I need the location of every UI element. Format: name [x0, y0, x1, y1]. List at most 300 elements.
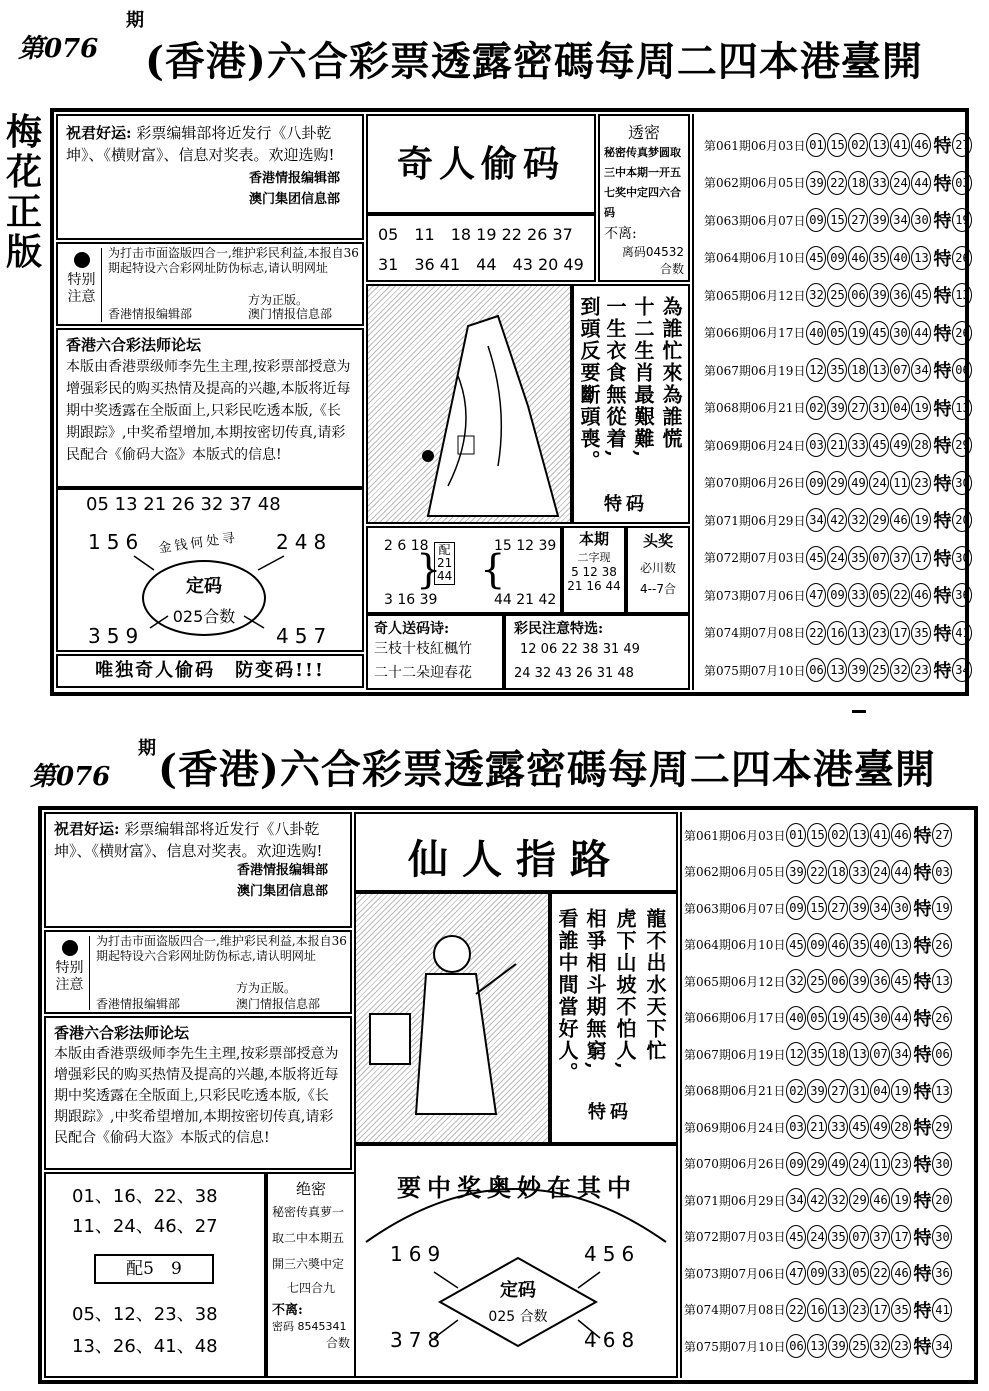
history-number: 28	[891, 1115, 911, 1139]
history-number: 24	[869, 471, 889, 495]
history-special-number: 30	[952, 546, 972, 570]
history-number: 40	[806, 321, 826, 345]
history-number: 22	[806, 621, 826, 645]
history-te-label: 特	[913, 1264, 932, 1285]
history-special-number: 06	[932, 1042, 952, 1066]
history-te-label: 特	[913, 1045, 932, 1066]
history-te-label: 特	[913, 1081, 932, 1103]
history-number: 22	[890, 583, 910, 607]
history-row	[684, 966, 953, 996]
history-row	[704, 355, 973, 385]
history-number: 09	[806, 208, 826, 232]
history-number: 19	[828, 1006, 848, 1030]
history-number: 13	[807, 1334, 827, 1358]
history-issue: 第069期06月24日	[684, 1120, 786, 1135]
history-special-number: 13	[932, 1079, 952, 1103]
history-number: 45	[869, 433, 889, 457]
history-number: 47	[806, 583, 826, 607]
history-number: 17	[891, 1225, 911, 1249]
history-number: 49	[848, 471, 868, 495]
sage-sketch	[356, 894, 548, 1142]
history-te-label: 特	[933, 436, 952, 457]
upper-notice: 特别注意 为打击市面盗版四合一,维护彩民利益,本报自36期起特设六合彩网址防伪标志,请认明网址 方为正版。 香港情报编辑部 澳门情报信息部	[56, 242, 364, 326]
history-number: 39	[869, 283, 889, 307]
history-number: 49	[870, 1115, 890, 1139]
upper-wheel-arrows	[58, 490, 362, 650]
qiren-title-box: 奇人偷码	[366, 114, 596, 214]
history-number: 09	[807, 933, 827, 957]
history-number: 46	[890, 508, 910, 532]
history-te-label: 特	[933, 173, 952, 195]
history-issue: 第072期07月03日	[704, 551, 806, 565]
history-row	[704, 543, 973, 573]
history-number: 45	[891, 969, 911, 993]
bracket-block: 2 6 18 3 16 39 配 21 44 } { 15 12 39 44 21 42	[366, 526, 562, 614]
history-te-label: 特	[933, 211, 952, 232]
history-number: 46	[891, 823, 911, 847]
history-number: 32	[828, 1188, 848, 1212]
history-number: 45	[806, 546, 826, 570]
history-number: 35	[807, 1042, 827, 1066]
history-number: 39	[869, 208, 889, 232]
history-row	[684, 930, 953, 960]
history-te-label: 特	[933, 548, 952, 570]
history-number: 19	[891, 1188, 911, 1212]
history-number: 42	[807, 1188, 827, 1212]
history-row	[704, 318, 973, 348]
history-issue: 第061期06月03日	[684, 828, 786, 843]
history-number: 39	[786, 860, 806, 884]
history-number: 17	[911, 546, 931, 570]
history-issue: 第070期06月26日	[684, 1157, 786, 1171]
history-number: 33	[848, 583, 868, 607]
history-number: 34	[786, 1188, 806, 1212]
juemi-box: 绝密 秘密传真萝一 取二中本期五 開三六奬中定 七四合九 不离: 密码 8545341 合数	[266, 1172, 356, 1378]
history-te-label: 特	[913, 1008, 932, 1030]
history-number: 32	[890, 658, 910, 682]
history-number: 06	[806, 658, 826, 682]
history-special-number: 30	[932, 1152, 952, 1176]
history-number: 27	[848, 208, 868, 232]
history-number: 49	[890, 433, 910, 457]
history-issue: 第071期06月29日	[684, 1193, 786, 1208]
history-number: 23	[911, 658, 931, 682]
history-number: 19	[891, 1079, 911, 1103]
history-number: 42	[827, 508, 847, 532]
history-number: 34	[891, 1042, 911, 1066]
history-special-number: 30	[952, 471, 972, 495]
history-row	[704, 243, 973, 273]
lower-title: (香港)六合彩票透露密碼每周二四本港臺開	[158, 746, 936, 793]
history-number: 09	[806, 471, 826, 495]
history-te-label: 特	[913, 935, 932, 957]
upper-title: (香港)六合彩票透露密碼每周二四本港臺開	[145, 38, 923, 85]
history-number: 45	[849, 1115, 869, 1139]
history-number: 45	[786, 933, 806, 957]
history-number: 31	[869, 396, 889, 420]
history-number: 39	[827, 396, 847, 420]
history-special-number: 41	[952, 621, 972, 645]
history-number: 32	[786, 969, 806, 993]
history-number: 05	[827, 321, 847, 345]
history-number: 17	[890, 621, 910, 645]
history-row	[684, 857, 953, 887]
history-number: 27	[828, 1079, 848, 1103]
history-te-label: 特	[913, 972, 932, 993]
history-number: 06	[848, 283, 868, 307]
history-number: 28	[911, 433, 931, 457]
history-number: 22	[807, 860, 827, 884]
history-special-number: 26	[952, 246, 972, 270]
history-number: 41	[870, 823, 890, 847]
history-issue: 第072期07月03日	[684, 1230, 786, 1244]
toujiang-box: 头奖 必川数 4--7合	[626, 526, 690, 614]
history-te-label: 特	[913, 1191, 932, 1212]
history-number: 44	[891, 860, 911, 884]
history-issue: 第061期06月03日	[704, 138, 806, 153]
history-number: 23	[869, 621, 889, 645]
history-special-number: 36	[952, 583, 972, 607]
upper-history-table	[692, 114, 970, 690]
history-issue: 第067期06月19日	[704, 363, 806, 378]
history-number: 23	[911, 471, 931, 495]
history-number: 13	[828, 1298, 848, 1322]
history-number: 13	[869, 133, 889, 157]
history-te-label: 特	[933, 361, 952, 382]
history-number: 05	[849, 1261, 869, 1285]
history-number: 13	[869, 358, 889, 382]
history-number: 44	[891, 1006, 911, 1030]
history-number: 16	[827, 621, 847, 645]
history-number: 24	[807, 1225, 827, 1249]
history-issue: 第071期06月29日	[704, 513, 806, 528]
history-row	[684, 1222, 953, 1252]
lower-qi: 期	[138, 738, 156, 759]
history-number: 39	[806, 171, 826, 195]
history-number: 46	[911, 583, 931, 607]
history-number: 37	[890, 546, 910, 570]
history-special-number: 29	[952, 433, 972, 457]
history-issue: 第070期06月26日	[704, 476, 806, 490]
history-number: 39	[849, 896, 869, 920]
history-number: 40	[890, 246, 910, 270]
history-number: 30	[911, 208, 931, 232]
history-number: 46	[848, 246, 868, 270]
history-te-label: 特	[913, 1337, 932, 1358]
history-number: 35	[869, 246, 889, 270]
history-row	[704, 468, 973, 498]
history-number: 40	[786, 1006, 806, 1030]
history-issue: 第062期06月05日	[704, 176, 806, 190]
history-number: 21	[827, 433, 847, 457]
history-number: 30	[891, 896, 911, 920]
history-te-label: 特	[933, 248, 952, 270]
history-te-label: 特	[933, 511, 952, 532]
history-number: 45	[849, 1006, 869, 1030]
history-row	[704, 580, 973, 610]
history-number: 23	[849, 1298, 869, 1322]
history-number: 06	[828, 969, 848, 993]
history-row	[704, 130, 973, 160]
history-issue: 第069期06月24日	[704, 438, 806, 453]
benqi-box: 本期 二字现 5 12 38 21 16 44	[562, 526, 626, 614]
history-number: 12	[806, 358, 826, 382]
separator-dash	[852, 710, 866, 713]
history-row	[684, 1295, 953, 1325]
history-number: 13	[848, 621, 868, 645]
history-number: 33	[828, 1261, 848, 1285]
history-te-label: 特	[913, 862, 932, 884]
history-special-number: 03	[932, 860, 952, 884]
history-number: 35	[891, 1298, 911, 1322]
upper-wheel-block: 05 13 21 26 32 37 48 156 248 359 457 金钱何处寻 定码 025合数	[56, 488, 364, 652]
history-number: 33	[828, 1115, 848, 1139]
history-row	[684, 820, 953, 850]
history-row	[684, 1185, 953, 1215]
history-issue: 第063期06月07日	[684, 901, 786, 916]
history-number: 01	[786, 823, 806, 847]
upper-greeting: 祝君好运: 彩票编辑部将近发行《八卦乾坤》、《横财富》、信息对奖表。欢迎选购! 香港情报编辑部 澳门集团信息部	[56, 114, 364, 240]
history-number: 02	[786, 1079, 806, 1103]
history-te-label: 特	[913, 1118, 932, 1139]
history-number: 47	[786, 1261, 806, 1285]
history-issue: 第064期06月10日	[684, 938, 786, 952]
history-number: 46	[891, 1261, 911, 1285]
history-issue: 第065期06月12日	[684, 974, 786, 989]
history-number: 21	[807, 1115, 827, 1139]
history-row	[704, 280, 973, 310]
history-number: 09	[827, 583, 847, 607]
history-te-label: 特	[913, 826, 932, 847]
history-number: 05	[807, 1006, 827, 1030]
history-special-number: 13	[952, 396, 972, 420]
history-row	[704, 505, 973, 535]
history-number: 29	[849, 1188, 869, 1212]
history-row	[704, 393, 973, 423]
history-number: 07	[869, 546, 889, 570]
mountain-sketch	[368, 286, 570, 522]
lower-notice: 特别注意 为打击市面盗版四合一,维护彩民利益,本报自36期起特设六合彩网址防伪标志,请认明网址 方为正版。 香港情报编辑部 澳门情报信息部	[44, 930, 352, 1014]
history-special-number: 30	[932, 1225, 952, 1249]
history-number: 46	[870, 1188, 890, 1212]
history-number: 27	[848, 396, 868, 420]
history-issue: 第066期06月17日	[704, 326, 806, 340]
history-special-number: 26	[932, 1006, 952, 1030]
history-number: 02	[828, 823, 848, 847]
qiren-numbers: 05 11 18 19 22 26 37 31 36 41 44 43 20 49	[366, 214, 596, 282]
history-number: 09	[827, 246, 847, 270]
history-number: 27	[828, 896, 848, 920]
history-number: 03	[806, 433, 826, 457]
history-number: 02	[848, 133, 868, 157]
history-number: 46	[828, 933, 848, 957]
history-row	[704, 618, 973, 648]
history-number: 31	[849, 1079, 869, 1103]
zhuyi-box: 彩民注意特选: 12 06 22 38 31 49 24 32 43 26 31 48	[504, 614, 690, 690]
history-special-number: 27	[952, 133, 972, 157]
history-row	[684, 1149, 953, 1179]
history-number: 18	[848, 171, 868, 195]
history-issue: 第073期07月06日	[684, 1266, 786, 1281]
history-number: 04	[870, 1079, 890, 1103]
history-te-label: 特	[913, 1154, 932, 1176]
history-number: 24	[827, 546, 847, 570]
history-number: 13	[911, 246, 931, 270]
history-number: 19	[911, 508, 931, 532]
history-number: 44	[911, 171, 931, 195]
lower-diamond-block: 要中奖奥妙在其中 169 456 378 468 定码 025 合数	[354, 1144, 678, 1378]
history-number: 18	[848, 358, 868, 382]
upper-wheel-ellipse: 定码 025合数	[142, 560, 266, 636]
xianren-title-box: 仙人指路	[354, 812, 678, 892]
history-special-number: 20	[952, 508, 972, 532]
history-number: 40	[870, 933, 890, 957]
history-number: 18	[828, 1042, 848, 1066]
history-number: 24	[890, 171, 910, 195]
lower-number-block: 01、16、22、38 11、24、46、27 配5 9 05、12、23、38 13、26、41、48	[44, 1172, 266, 1378]
history-number: 35	[828, 1225, 848, 1249]
history-row	[684, 1258, 953, 1288]
history-number: 33	[869, 171, 889, 195]
history-number: 23	[891, 1152, 911, 1176]
history-special-number: 06	[952, 358, 972, 382]
history-number: 30	[870, 1006, 890, 1030]
history-number: 45	[869, 321, 889, 345]
history-te-label: 特	[913, 899, 932, 920]
history-number: 13	[849, 1042, 869, 1066]
history-te-label: 特	[933, 586, 952, 607]
history-number: 32	[870, 1334, 890, 1358]
history-issue: 第064期06月10日	[704, 251, 806, 265]
history-number: 45	[786, 1225, 806, 1249]
history-number: 35	[849, 933, 869, 957]
history-issue: 第066期06月17日	[684, 1011, 786, 1025]
history-special-number: 03	[952, 171, 972, 195]
history-row	[704, 430, 973, 460]
history-te-label: 特	[913, 1227, 932, 1249]
upper-qi: 期	[126, 10, 144, 31]
history-number: 30	[890, 321, 910, 345]
history-number: 34	[806, 508, 826, 532]
history-number: 32	[806, 283, 826, 307]
history-issue: 第063期06月07日	[704, 213, 806, 228]
history-number: 23	[891, 1334, 911, 1358]
lower-issue: 第076	[30, 762, 111, 792]
history-number: 09	[786, 896, 806, 920]
history-special-number: 26	[932, 933, 952, 957]
history-row	[684, 1331, 953, 1361]
toumi-box: 透密 秘密传真梦圆取三中本期一开五七奖中定四六合码 不离: 离码04532 合数	[598, 114, 690, 282]
songma-box: 奇人送码诗: 三枝十枝紅楓竹 二十二朵迎春花	[366, 614, 504, 690]
lower-forum: 香港六合彩法师论坛 本版由香港票级师李先生主理,按彩票部授意为增强彩民的购买热情及提高的兴趣,本版将近每期中奖透露在全版面上,只彩民吃透本版,《长期跟踪》,中奖希望增加,本期按密切传真,请彩民配合《偷码大盗》本版式的信息!	[44, 1016, 352, 1170]
history-issue: 第073期07月06日	[704, 588, 806, 603]
history-te-label: 特	[933, 286, 952, 307]
history-number: 39	[828, 1334, 848, 1358]
upper-poem: 為誰忙來為誰慌 十二生肖最艱難, 一生衣食無從着, 到頭反要斷頭喪。 特码	[572, 284, 690, 524]
history-number: 09	[786, 1152, 806, 1176]
lower-greeting: 祝君好运: 彩票编辑部将近发行《八卦乾坤》、《横财富》、信息对奖表。欢迎选购! 香港情报编辑部 澳门集团信息部	[44, 812, 352, 928]
history-number: 18	[828, 860, 848, 884]
history-number: 03	[786, 1115, 806, 1139]
history-number: 33	[849, 860, 869, 884]
history-row	[684, 1039, 953, 1069]
history-special-number: 19	[952, 208, 972, 232]
history-row	[704, 655, 973, 685]
history-issue: 第075期07月10日	[704, 663, 806, 678]
history-number: 29	[869, 508, 889, 532]
upper-forum: 香港六合彩法师论坛 本版由香港票级师李先生主理,按彩票部授意为增强彩民的购买热情及提高的兴趣,本版将近每期中奖透露在全版面上,只彩民吃透本版,《长期跟踪》,中奖希望增加,本期按密切传真,请彩民配合《偷码大盗》本版式的信息!	[56, 328, 364, 488]
history-number: 02	[806, 396, 826, 420]
history-number: 22	[870, 1261, 890, 1285]
history-number: 39	[807, 1079, 827, 1103]
upper-slogan: 唯独奇人偷码 防变码!!!	[56, 654, 364, 688]
history-row	[684, 1112, 953, 1142]
history-te-label: 特	[933, 473, 952, 495]
history-special-number: 13	[952, 283, 972, 307]
history-issue: 第062期06月05日	[684, 865, 786, 879]
history-issue: 第074期07月08日	[704, 626, 806, 640]
history-issue: 第067期06月19日	[684, 1047, 786, 1062]
upper-issue: 第076	[18, 34, 99, 64]
history-number: 15	[807, 823, 827, 847]
history-special-number: 34	[952, 658, 972, 682]
history-number: 45	[806, 246, 826, 270]
history-number: 36	[890, 283, 910, 307]
history-number: 29	[807, 1152, 827, 1176]
history-issue: 第074期07月08日	[684, 1303, 786, 1317]
history-special-number: 29	[932, 1115, 952, 1139]
history-special-number: 34	[932, 1334, 952, 1358]
history-number: 35	[911, 621, 931, 645]
lower-poem: 龍不出水天下忙 虎下山坡不怕人, 相爭相斗期無窮, 看誰中間當好人。 特码	[550, 892, 678, 1144]
history-te-label: 特	[933, 661, 952, 682]
history-number: 25	[827, 283, 847, 307]
history-number: 25	[869, 658, 889, 682]
history-number: 36	[870, 969, 890, 993]
history-special-number: 41	[932, 1298, 952, 1322]
history-number: 13	[849, 823, 869, 847]
history-number: 07	[890, 358, 910, 382]
history-number: 39	[848, 658, 868, 682]
history-number: 12	[786, 1042, 806, 1066]
history-number: 29	[827, 471, 847, 495]
history-special-number: 13	[932, 969, 952, 993]
history-number: 15	[827, 133, 847, 157]
history-te-label: 特	[933, 136, 952, 157]
history-te-label: 特	[933, 323, 952, 345]
history-issue: 第065期06月12日	[704, 288, 806, 303]
history-number: 06	[786, 1334, 806, 1358]
history-number: 25	[807, 969, 827, 993]
history-issue: 第075期07月10日	[684, 1339, 786, 1354]
history-number: 17	[870, 1298, 890, 1322]
mountain-illustration	[366, 284, 572, 524]
history-special-number: 36	[932, 1261, 952, 1285]
history-number: 07	[849, 1225, 869, 1249]
history-number: 25	[849, 1334, 869, 1358]
history-number: 01	[806, 133, 826, 157]
history-number: 35	[827, 358, 847, 382]
history-te-label: 特	[933, 398, 952, 420]
history-number: 45	[911, 283, 931, 307]
history-special-number: 26	[952, 321, 972, 345]
history-te-label: 特	[913, 1300, 932, 1322]
history-number: 19	[848, 321, 868, 345]
history-number: 34	[890, 208, 910, 232]
history-number: 24	[870, 860, 890, 884]
history-row	[684, 893, 953, 923]
history-row	[684, 1076, 953, 1106]
